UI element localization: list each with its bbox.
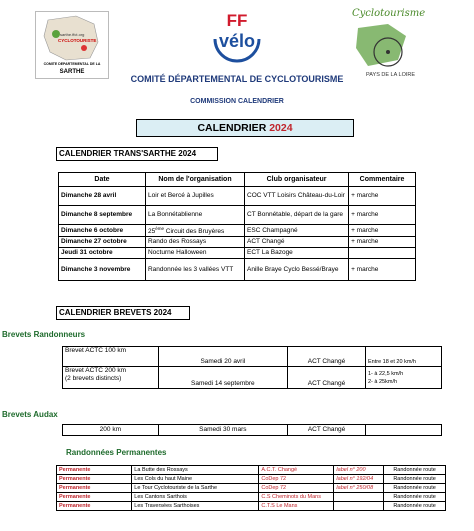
audax-club: ACT Changé [287,425,365,436]
table-row [57,475,446,484]
perm-name: Les Cols du haut Maine [132,475,259,484]
logo-region-text: PAYS DE LA LOIRE [366,72,416,78]
row-name-number: 25 [147,228,156,236]
table-row [59,187,416,206]
logo-brand: CYCLOTOURISTE [58,38,97,43]
row-date: Dimanche 8 septembre [59,206,146,225]
brevet-speed-cell [365,347,441,367]
row-date: Dimanche 27 octobre [59,237,146,248]
col-commentaire: Commentaire [349,173,416,187]
row-comment: + marche [349,225,416,237]
perm-club: C.T.S Le Mans [259,502,334,511]
brevets-section-title: CALENDRIER BREVETS 2024 [56,306,190,320]
brevet-speed: Entre 18 et 20 km/h [367,359,416,365]
brevet-club: ACT Changé [287,347,365,367]
row-name-sup: ème [155,226,164,231]
trans-sarthe-section-title: CALENDRIER TRANS'SARTHE 2024 [56,147,218,161]
perm-name: Le Tour Cyclotouriste de la Sarthe [132,484,259,493]
audax-name: 200 km [63,425,159,436]
perm-type: Permanente [57,484,132,493]
table-row [59,225,416,237]
perm-name: La Butte des Rossays [132,466,259,475]
brevet-speed: 1- à 22,5 km/h [367,370,404,377]
trans-sarthe-table [58,172,416,281]
ffvelo-logo [207,9,267,67]
logo-line2: SARTHE [59,69,85,75]
row-name: Rando des Rossays [145,237,244,248]
calendrier-year: 2024 [269,122,293,134]
row-club: ECT La Bazoge [245,248,349,259]
row-name-text: Circuit des Bruyères [163,228,225,236]
brevet-date: Samedi 14 septembre [158,367,287,389]
row-name: Randonnée les 3 vallées VTT [145,259,244,281]
calendrier-banner [136,119,354,137]
row-comment [349,248,416,259]
perm-kind: Randonnée route [384,493,446,502]
table-row [57,493,446,502]
logo-line1: COMITE DEPARTEMENTAL DE LA [43,62,101,66]
brevet-name2: (2 brevets distincts) [65,375,122,382]
perm-type: Permanente [57,502,132,511]
logo-url: sarthe.ffct.org [60,32,85,37]
perm-label: label n° 250/08 [334,484,384,493]
table-row [57,466,446,475]
col-date: Date [59,173,146,187]
brevet-speed2: 2- à 25km/h [367,378,398,385]
table-row [57,484,446,493]
col-organisation: Nom de l'organisation [145,173,244,187]
brevets-audax-heading: Brevets Audax [2,410,58,419]
perm-label: label n° 192/04 [334,475,384,484]
comite-title: COMITÉ DÉPARTEMENTAL DE CYCLOTOURISME [130,74,344,84]
perm-type: Permanente [57,493,132,502]
perm-club: CoDep 72 [259,475,334,484]
logo-cyclotourisme-text: Cyclotourisme [352,8,426,19]
table-row [59,237,416,248]
col-club: Club organisateur [245,173,349,187]
brevet-speed-cell [365,367,441,389]
comite-sarthe-logo [35,11,109,79]
table-row [59,259,416,281]
audax-empty [366,425,442,436]
commission-title: COMMISSION CALENDRIER [190,98,284,105]
perm-label [334,502,384,511]
perm-club: A.C.T. Changé [259,466,334,475]
perm-label: label n° 200 [334,466,384,475]
table-row [57,502,446,511]
row-club: Anille Braye Cyclo Bessé/Braye [245,259,349,281]
perm-name: Les Traversées Sarthoises [132,502,259,511]
row-name: Nocturne Halloween [145,248,244,259]
table-row [63,367,442,389]
brevet-name-cell [63,347,159,367]
audax-table [62,424,442,436]
logo-ff-text: FF [226,11,248,30]
randonneurs-table [62,346,442,389]
permanentes-table [56,465,446,511]
perm-club: C.S Cheminots du Mans [259,493,334,502]
row-date: Jeudi 31 octobre [59,248,146,259]
row-name [145,225,244,237]
perm-club: CoDep 72 [259,484,334,493]
row-comment: + marche [349,237,416,248]
table-row [59,248,416,259]
perm-kind: Randonnée route [384,484,446,493]
row-comment: + marche [349,187,416,206]
table-row [63,347,442,367]
table-header-row [59,173,416,187]
row-name: Loir et Bercé à Jupilles [145,187,244,206]
brevet-name-cell [63,367,159,389]
audax-date: Samedi 30 mars [158,425,287,436]
perm-kind: Randonnée route [384,466,446,475]
row-date: Dimanche 3 novembre [59,259,146,281]
perm-type: Permanente [57,466,132,475]
row-comment: + marche [349,259,416,281]
randonnees-permanentes-heading: Randonnées Permanentes [66,448,167,457]
perm-kind: Randonnée route [384,502,446,511]
brevet-date: Samedi 20 avril [158,347,287,367]
perm-type: Permanente [57,475,132,484]
calendrier-label: CALENDRIER [197,122,267,134]
row-date: Dimanche 28 avril [59,187,146,206]
brevet-name: Brevet ACTC 200 km [65,367,127,374]
perm-label [334,493,384,502]
row-club: COC VTT Loisirs Château-du-Loir [245,187,349,206]
brevets-randonneurs-heading: Brevets Randonneurs [2,330,86,339]
brevet-club: ACT Changé [287,367,365,389]
row-comment: + marche [349,206,416,225]
perm-kind: Randonnée route [384,475,446,484]
row-club: ESC Champagné [245,225,349,237]
logo-velo-text: vélo [218,31,256,51]
perm-name: Les Cantons Sarthois [132,493,259,502]
pays-de-la-loire-logo [348,8,443,83]
row-club: CT Bonnétable, départ de la gare [245,206,349,225]
table-row [59,206,416,225]
brevet-name: Brevet ACTC 100 km [65,347,127,354]
row-club: ACT Changé [245,237,349,248]
table-row [63,425,442,436]
row-name: La Bonnétablienne [145,206,244,225]
row-date: Dimanche 6 octobre [59,225,146,237]
